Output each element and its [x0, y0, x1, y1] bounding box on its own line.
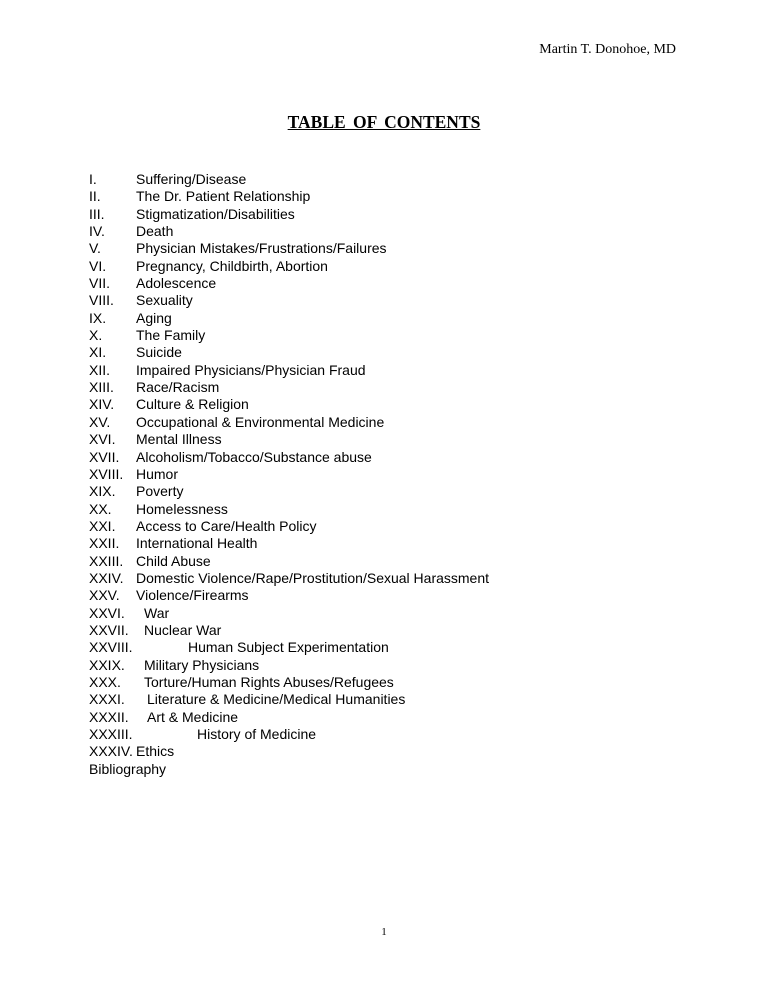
toc-entry	[89, 205, 295, 223]
toc-entry	[89, 188, 311, 205]
toc-entry	[89, 223, 174, 240]
toc-entry-title: Human Subject Experimentation	[188, 639, 389, 656]
toc-entry-title: Alcoholism/Tobacco/Substance abuse	[136, 448, 372, 465]
toc-entry-number: XXVII.	[89, 621, 129, 638]
toc-entry	[89, 257, 328, 275]
toc-entry-number: X.	[89, 327, 103, 344]
toc-entry-title: Pregnancy, Childbirth, Abortion	[136, 257, 328, 274]
toc-entry-title: Child Abuse	[136, 552, 211, 569]
toc-entry	[89, 691, 406, 708]
toc-entry	[89, 431, 222, 448]
toc-entry-number: XXXIII.	[89, 726, 133, 742]
toc-entry-number: IV.	[89, 223, 105, 240]
page-number: 1	[381, 926, 387, 938]
toc-entry-number: XXVIII.	[89, 639, 133, 656]
toc-entry-number: XXXII.	[89, 708, 129, 725]
toc-entry-title: Aging	[136, 309, 172, 326]
toc-entry-number: VIII.	[89, 292, 114, 309]
toc-entry	[89, 275, 217, 292]
toc-entry-title: Occupational & Environmental Medicine	[136, 413, 385, 430]
toc-entry-title: Military Physicians	[144, 656, 260, 673]
toc-entry-number: XXXI.	[89, 691, 125, 708]
toc-entry	[89, 292, 193, 309]
toc-entry-bibliography	[89, 761, 166, 778]
toc-entry-number: XXI.	[89, 517, 116, 534]
toc-entry	[89, 708, 239, 726]
toc-entry-number: XIII.	[89, 379, 114, 396]
toc-entry	[89, 552, 211, 570]
toc-entry-number: XXXIV.	[89, 743, 133, 760]
toc-entry-title: Homelessness	[136, 500, 228, 517]
toc-entry	[89, 673, 394, 691]
toc-entry-title: Adolescence	[136, 275, 217, 292]
toc-list	[89, 171, 490, 778]
toc-entry-title: Nuclear War	[144, 621, 222, 638]
toc-entry-number: XV.	[89, 413, 111, 430]
toc-entry	[89, 743, 175, 760]
toc-entry-title: History of Medicine	[197, 726, 317, 742]
toc-entry-title: Literature & Medicine/Medical Humanities	[147, 691, 406, 708]
toc-entry	[89, 327, 206, 344]
toc-entry	[89, 621, 222, 639]
toc-entry-title: Torture/Human Rights Abuses/Refugees	[144, 673, 394, 690]
toc-entry	[89, 396, 249, 413]
toc-entry-number: V.	[89, 240, 101, 257]
toc-entry	[89, 465, 179, 483]
toc-entry	[89, 309, 172, 327]
toc-entry-title: The Dr. Patient Relationship	[136, 188, 311, 205]
toc-entry-title: Access to Care/Health Policy	[136, 517, 317, 534]
toc-entry	[89, 483, 184, 500]
toc-entry	[89, 639, 389, 656]
toc-entry-title: Humor	[136, 465, 179, 482]
toc-entry	[89, 171, 247, 188]
toc-entry-number: XVII.	[89, 448, 120, 465]
toc-entry	[89, 726, 317, 743]
toc-entry-number: XXIII.	[89, 552, 124, 569]
toc-entry	[89, 535, 258, 552]
toc-entry	[89, 344, 182, 361]
toc-entry-number: VI.	[89, 257, 107, 274]
toc-entry-number: XXV.	[89, 587, 120, 604]
toc-entry-title: Race/Racism	[136, 379, 220, 396]
toc-entry-number: XXIX.	[89, 656, 125, 673]
toc-entry-number: II.	[89, 188, 101, 205]
toc-entry-number: XI.	[89, 344, 107, 361]
toc-entry-title: War	[144, 604, 170, 621]
toc-entry-number: XVI.	[89, 431, 116, 448]
toc-entry	[89, 240, 387, 257]
toc-entry-title: Ethics	[136, 743, 175, 760]
toc-entry	[89, 361, 366, 379]
toc-entry	[89, 500, 228, 518]
page-title: TABLE OF CONTENTS	[287, 112, 481, 132]
toc-entry-title: The Family	[136, 327, 206, 344]
toc-entry-title: Sexuality	[136, 292, 193, 309]
toc-entry-number: XXIV.	[89, 569, 124, 586]
toc-entry-title: Domestic Violence/Rape/Prostitution/Sexual Harassment	[136, 569, 490, 586]
toc-entry-title: Violence/Firearms	[136, 587, 249, 604]
toc-entry-number: I.	[89, 171, 97, 187]
toc-entry	[89, 656, 260, 674]
toc-entry	[89, 517, 317, 535]
toc-entry	[89, 448, 372, 466]
toc-entry-title: Suicide	[136, 344, 182, 361]
toc-entry-title: Stigmatization/Disabilities	[136, 205, 295, 222]
toc-entry-title: Physician Mistakes/Frustrations/Failures	[136, 240, 387, 257]
toc-entry	[89, 379, 220, 396]
toc-entry-number: XXVI.	[89, 604, 125, 621]
toc-entry	[89, 413, 385, 431]
header-author: Martin T. Donohoe, MD	[539, 42, 676, 57]
toc-entry	[89, 587, 249, 604]
toc-entry-number: XXX.	[89, 673, 121, 690]
toc-entry-title: Death	[136, 223, 174, 240]
toc-entry-number: III.	[89, 205, 105, 222]
toc-entry-title: Poverty	[136, 483, 184, 500]
toc-entry	[89, 604, 170, 622]
toc-entry-number: XII.	[89, 361, 111, 378]
toc-entry-number: XVIII.	[89, 465, 124, 482]
toc-entry-title: Mental Illness	[136, 431, 222, 448]
toc-entry-number: IX.	[89, 309, 107, 326]
toc-entry	[89, 569, 490, 587]
toc-entry-number: XIV.	[89, 396, 115, 413]
toc-entry-title: Suffering/Disease	[136, 171, 247, 187]
toc-entry-title: Art & Medicine	[147, 708, 239, 725]
toc-entry-number: VII.	[89, 275, 111, 292]
toc-entry-title: Culture & Religion	[136, 396, 249, 413]
toc-entry-title: International Health	[136, 535, 258, 552]
toc-entry-title: Impaired Physicians/Physician Fraud	[136, 361, 366, 378]
toc-entry-number: XIX.	[89, 483, 116, 500]
toc-entry-number: XX.	[89, 500, 112, 517]
toc-bibliography-label: Bibliography	[89, 760, 167, 777]
toc-entry-number: XXII.	[89, 535, 120, 552]
